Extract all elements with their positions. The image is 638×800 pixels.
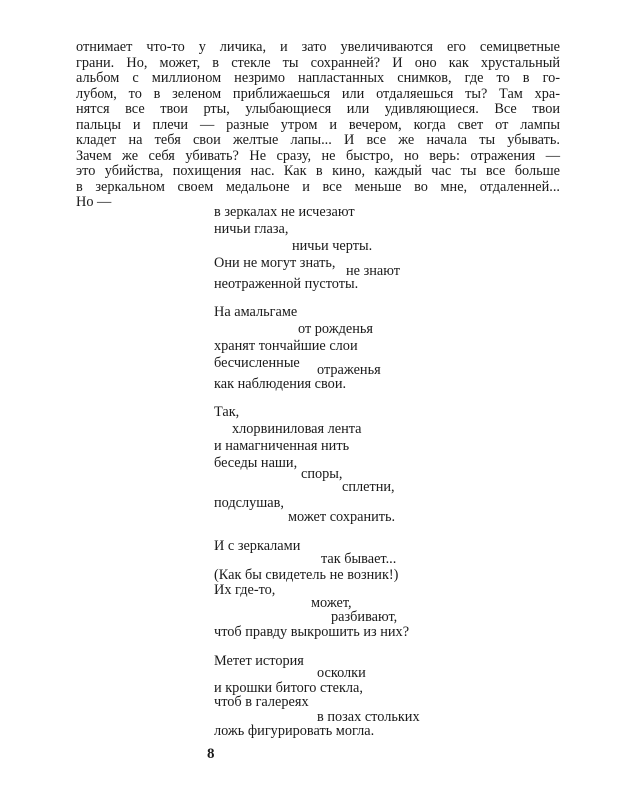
poem-line: На амальгаме — [214, 304, 298, 320]
prose-line: нятся все твои рты, улыбающиеся или удивляющиеся. Все твои — [76, 101, 560, 118]
poem-line: Метет история — [214, 653, 304, 669]
poem-line: чтоб правду выкрошить из них? — [214, 624, 410, 640]
poem-line: чтоб в галереях — [214, 694, 309, 710]
poem-line: беседы наши, — [214, 455, 298, 471]
prose-line: кладет на тебя свои желтые лапы... И все же начала ты убывать. — [76, 132, 560, 149]
poem-line: хлорвиниловая лента — [232, 421, 362, 437]
poem-line: сплетни, — [342, 479, 395, 495]
poem-line: ложь фигурировать могла. — [214, 723, 375, 739]
poem-line: отраженья — [317, 362, 381, 378]
prose-line: пальцы и плечи — разные утром и вечером, когда свет от лампы — [76, 116, 560, 133]
poem-line: в зеркалах не исчезают — [214, 204, 355, 220]
poem-line: так бывает... — [321, 551, 397, 567]
poem-line: может, — [311, 595, 352, 611]
prose-line: Зачем же себя убивать? Не сразу, не быстро, но верь: отражения — — [76, 147, 560, 164]
page-number: 8 — [207, 746, 215, 762]
poem-line: подслушав, — [214, 495, 284, 511]
prose-line: Но — — [76, 194, 112, 211]
prose-line: альбом с миллионом незримо напластанных снимков, где то в го- — [76, 70, 560, 87]
poem-line: от рожденья — [298, 321, 373, 337]
prose-line: лубом, то в зеленом приближаешься или отдаляешься ты? Там хра- — [76, 85, 560, 102]
poem-line: может сохранить. — [288, 509, 396, 525]
poem-line: не знают — [346, 263, 400, 279]
poem-line: как наблюдения свои. — [214, 376, 347, 392]
poem-line: хранят тончайшие слои — [214, 338, 358, 354]
prose-line: в зеркальном своем медальоне и все меньше во мне, отдаленней... — [76, 178, 560, 195]
poem-line: споры, — [301, 466, 343, 482]
prose-line: это убийства, похищения нас. Как в кино, каждый час ты все больше — [76, 163, 560, 180]
prose-line: отнимает что-то у личика, и зато увеличиваются его семицветные — [76, 39, 560, 55]
poem-line: И с зеркалами — [214, 538, 301, 554]
poem-line: Они не могут знать, — [214, 255, 336, 271]
poem-line: (Как бы свидетель не возник!) — [214, 567, 399, 583]
poem-line: Так, — [214, 404, 240, 420]
prose-line: грани. Но, может, в стекле ты сохранней? И оно как хрустальный — [76, 54, 560, 71]
poem-line: Их где-то, — [214, 582, 276, 598]
poem-line: ничьи глаза, — [214, 221, 289, 237]
poem-line: осколки — [317, 665, 366, 681]
poem-line: разбивают, — [331, 609, 398, 625]
poem-line: в позах стольких — [317, 709, 420, 725]
poem-line: ничьи черты. — [292, 238, 373, 254]
poem-line: и намагниченная нить — [214, 438, 350, 454]
poem-line: бесчисленные — [214, 355, 300, 371]
poem-line: и крошки битого стекла, — [214, 680, 363, 696]
poem-line: неотраженной пустоты. — [214, 276, 359, 292]
